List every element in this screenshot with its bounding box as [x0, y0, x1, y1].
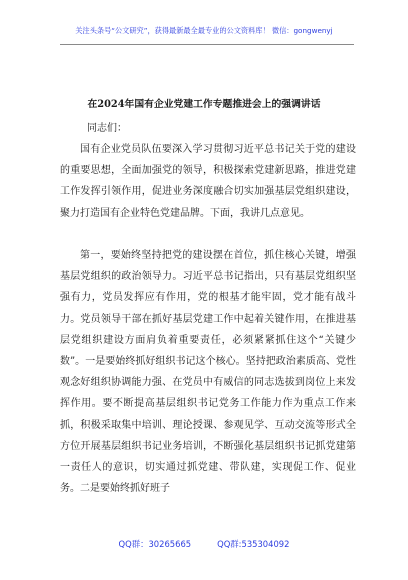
paragraph-2: 第一，要始终坚持把党的建设摆在首位，抓住核心关键，增强基层党组织的政治领导力。习近平总书记指出，只有基层党组织坚强有力，党员发挥应有作用，党的根基才能牢固，党才能有战斗力。党员领导干部在抓好基层党建工作中起着关键作用，在推进基层党组织建设方面肩负着重要责任，必须紧紧抓住这个“关键少数”。一是要始终抓好组织书记这个核心。坚持把政治素质高、党性观念好组织协调能力强、在党员中有威信的同志选拔到岗位上来发挥作用。要不断提高基层组织书记党务工作能力作为重点工作来抓，积极采取集中培训、理论授课、参观见学、互动交流等形式全方位开展基层组织书记业务培训，不断强化基层组织书记抓党建第一责任人的意识，切实通过抓党建、带队建，实现促工作、促业务。二是要始终抓好班子: [60, 250, 356, 495]
footer-qq-right: QQ群:535304092: [217, 539, 290, 549]
footer-qq-left: QQ群：30265665: [118, 539, 192, 549]
header-banner: 关注头条号“公文研究”，获得最新最全最专业的公文资料库！ 微信：gongwenyj: [75, 26, 333, 35]
salutation: 同志们：: [87, 123, 127, 134]
document-title: 在2024年国有企业党建工作专题推进会上的强调讲话: [87, 99, 321, 110]
footer-contact: [0, 538, 408, 550]
header-divider: [60, 44, 354, 45]
paragraph-1: 国有企业党员队伍要深入学习贯彻习近平总书记关于党的建设的重要思想，全面加强党的领导，积极探索党建新思路，推进党建工作发挥引领作用，促进业务深度融合切实加强基层党组织建设，聚力打造国有企业特色党建品牌。下面，我讲几点意见。: [60, 144, 356, 219]
